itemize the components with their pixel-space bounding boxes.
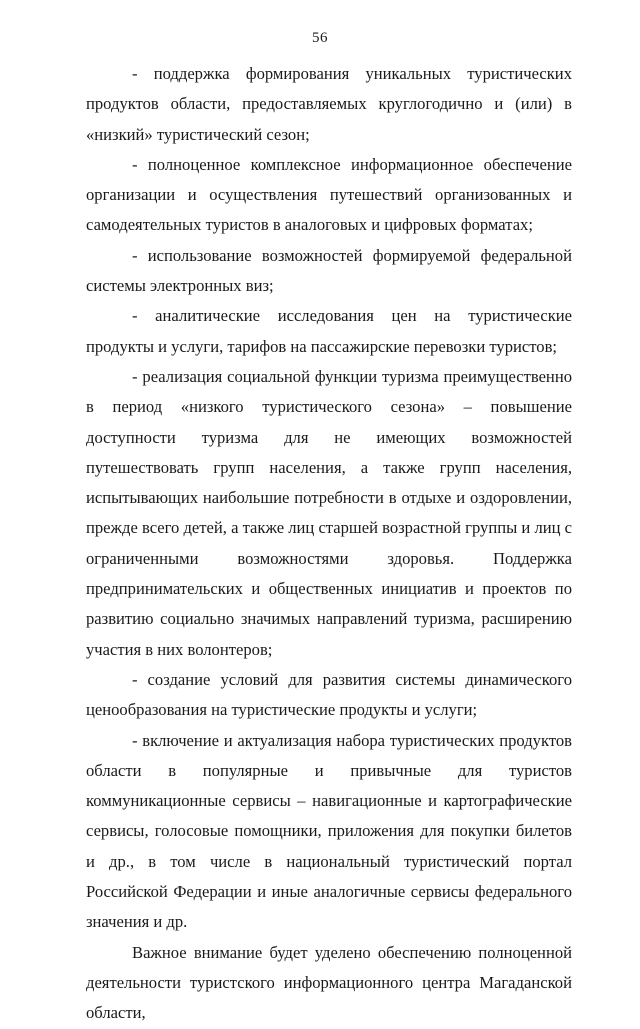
paragraph: - поддержка формирования уникальных туристических продуктов области, предоставляемых круглогодично и (или) в «низкий» туристический сезон; xyxy=(86,64,572,144)
paragraph: Важное внимание будет уделено обеспечению полноценной деятельности туристского информационного центра Магаданской области, xyxy=(86,942,572,1023)
page-number: 56 xyxy=(312,30,328,46)
paragraph: - использование возможностей формируемой федеральной системы электронных виз; xyxy=(86,245,572,296)
paragraph: - реализация социальной функции туризма преимущественно в период «низкого туристического сезона» – повышение доступности туризма для не имеющих возможностей путешествовать групп населения, а также групп населения, испытывающих наибольшие потребности в отдыхе и оздоровлении, прежде всего детей, а также лиц старшей возрастной группы и лиц с ограниченными возможностями здоровья. Поддержка предпринимательских и общественных инициатив и проектов по развитию социально значимых направлений туризма, расширению участия в них волонтеров; xyxy=(86,366,572,659)
document-body xyxy=(86,59,572,1029)
paragraph: - включение и актуализация набора туристических продуктов области в популярные и привычные для туристов коммуникационные сервисы – навигационные и картографические сервисы, голосовые помощники, приложения для покупки билетов и др., в том числе в национальный туристический портал Российской Федерации и иные аналогичные сервисы федерального значения и др. xyxy=(86,730,572,932)
paragraph: - создание условий для развития системы динамического ценообразования на туристические продукты и услуги; xyxy=(86,669,572,720)
paragraph: - полноценное комплексное информационное обеспечение организации и осуществления путешествий организованных и самодеятельных туристов в аналоговых и цифровых форматах; xyxy=(86,154,572,235)
paragraph: - аналитические исследования цен на туристические продукты и услуги, тарифов на пассажирские перевозки туристов; xyxy=(86,306,572,356)
